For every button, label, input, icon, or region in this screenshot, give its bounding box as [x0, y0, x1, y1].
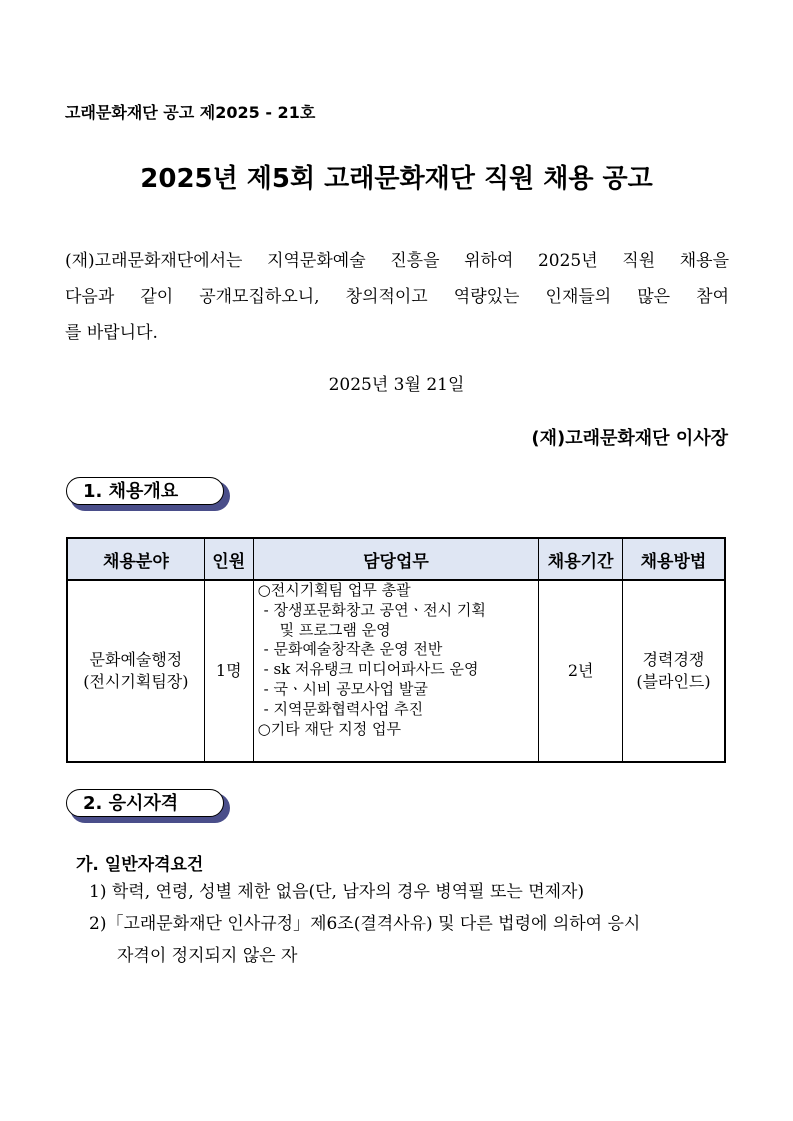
list-item: 2)「고래문화재단 인사규정」제6조(결격사유) 및 다른 법령에 의하여 응시 [89, 914, 641, 934]
intro-line: 를 바랍니다. [65, 323, 158, 343]
issuer: (재)고래문화재단 이사장 [531, 428, 728, 449]
header-duties: 담당업무 [253, 538, 539, 580]
duty-item: - 문화예술창작촌 운영 전반 [263, 640, 443, 659]
duty-item: - 지역문화협력사업 추진 [263, 699, 424, 718]
list-item: 1) 학력, 연령, 성별 제한 없음(단, 남자의 경우 병역필 또는 면제자) [89, 882, 585, 902]
header-period: 채용기간 [539, 538, 623, 580]
cell-field [67, 580, 204, 762]
duty-item: ○기타 재단 지정 업무 [257, 719, 401, 738]
notice-date: 2025년 3월 21일 [328, 375, 465, 395]
section-heading-label: 2. 응시자격 [66, 789, 224, 817]
table-row [67, 580, 725, 762]
method-type: 경력경쟁 [642, 650, 705, 669]
page-title: 2025년 제5회 고래문화재단 직원 채용 공고 [140, 164, 653, 194]
table-header-row [67, 538, 725, 580]
duty-item: - 국ㆍ시비 공모사업 발굴 [263, 679, 428, 698]
duty-item: - 장생포문화창고 공연ㆍ전시 기획 [263, 600, 486, 619]
recruitment-table [66, 537, 726, 763]
section-heading-eligibility [66, 789, 230, 823]
subheading-general-requirements: 가. 일반자격요건 [76, 855, 204, 875]
intro-line: 다음과 같이 공개모집하오니, 창의적이고 역량있는 인재들의 많은 참여 [65, 287, 729, 307]
header-method: 채용방법 [622, 538, 725, 580]
duty-item: - sk 저유탱크 미디어파사드 운영 [263, 660, 479, 679]
cell-duties [253, 580, 539, 762]
list-item: 자격이 정지되지 않은 자 [117, 946, 298, 966]
duty-item: ○전시기획팀 업무 총괄 [257, 581, 411, 599]
cell-period: 2년 [539, 580, 623, 762]
section-heading-recruitment-overview [66, 477, 230, 511]
field-position: (전시기획팀장) [83, 672, 189, 691]
field-name: 문화예술행정 [89, 650, 183, 669]
intro-line: (재)고래문화재단에서는 지역문화예술 진흥을 위하여 2025년 직원 채용을 [65, 251, 729, 271]
section-heading-label: 1. 채용개요 [66, 477, 224, 505]
method-note: (블라인드) [636, 672, 711, 691]
intro-paragraph [65, 243, 729, 351]
header-field: 채용분야 [67, 538, 204, 580]
header-headcount: 인원 [204, 538, 253, 580]
notice-number: 고래문화재단 공고 제2025 - 21호 [65, 103, 316, 122]
duty-item: 및 프로그램 운영 [279, 620, 391, 639]
cell-headcount: 1명 [204, 580, 253, 762]
eligibility-list [89, 876, 640, 972]
cell-method [622, 580, 725, 762]
